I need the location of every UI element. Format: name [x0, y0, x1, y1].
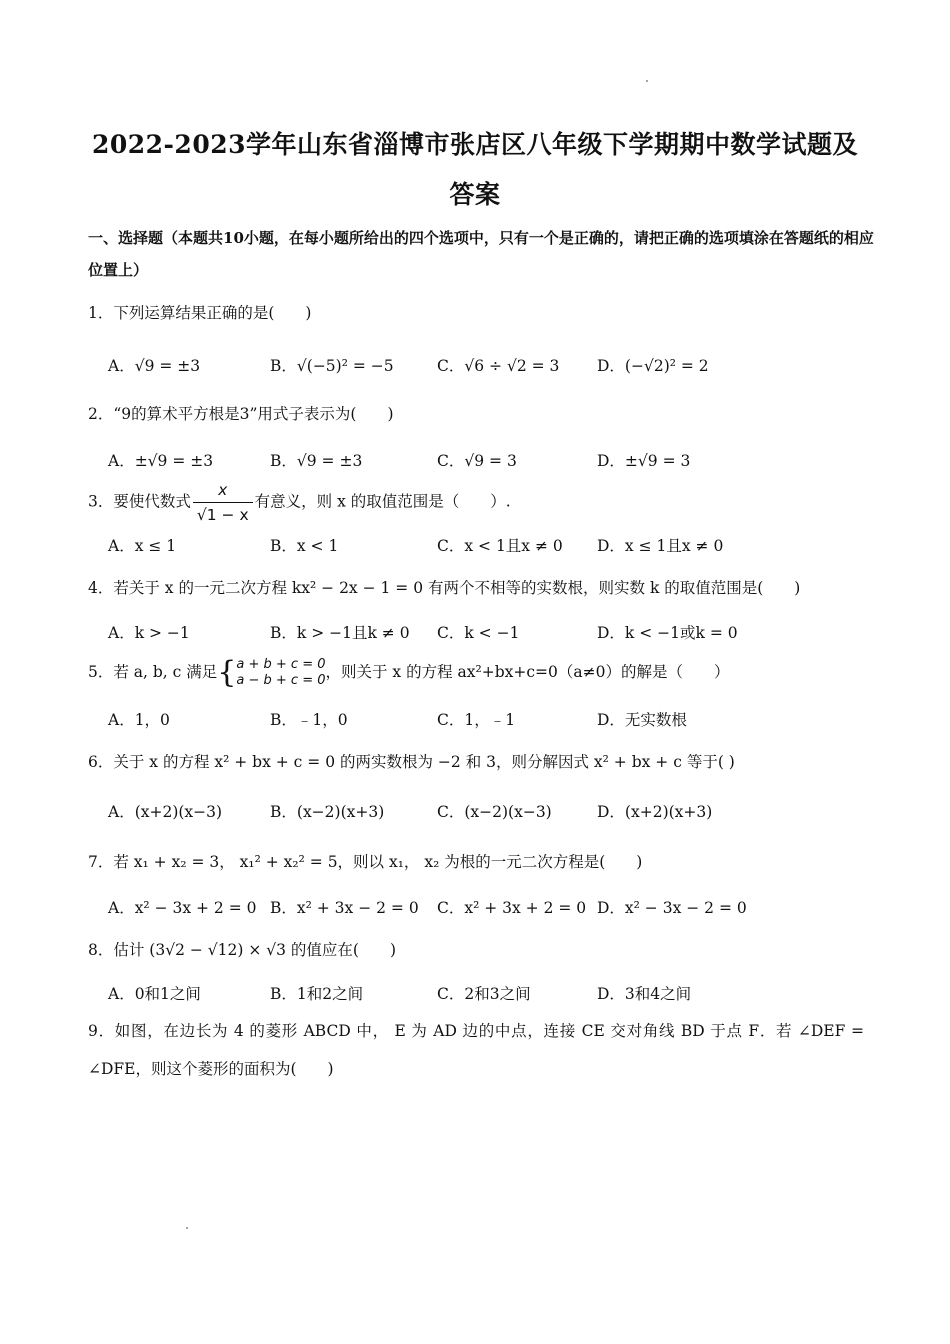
- option-c: C．2和3之间: [437, 985, 531, 1003]
- page-dot: [646, 80, 648, 82]
- option-d: D．k < −1或k = 0: [597, 624, 738, 642]
- question-5-post: ，则关于 x 的方程 ax²+bx+c=0（a≠0）的解是（ ）: [325, 663, 730, 681]
- option-b: B．k > −1且k ≠ 0: [270, 624, 410, 642]
- option-b: B．(x−2)(x+3): [270, 803, 385, 821]
- fraction: [193, 478, 253, 527]
- option-d: D．(−√2)² = 2: [597, 357, 709, 375]
- brace: {: [217, 655, 237, 690]
- option-d: D．3和4之间: [597, 985, 692, 1003]
- option-a: A．x ≤ 1: [108, 537, 177, 555]
- question-8-options: [108, 982, 868, 1006]
- question-5-options: [108, 708, 868, 732]
- question-3-options: [108, 534, 868, 558]
- question-2: 2．“9的算术平方根是3”用式子表示为( ): [88, 405, 394, 423]
- question-6: 6．关于 x 的方程 x² + bx + c = 0 的两实数根为 −2 和 3，则分解因式 x² + bx + c 等于( ): [88, 753, 735, 771]
- option-c: C．(x−2)(x−3): [437, 803, 552, 821]
- option-a: A．x² − 3x + 2 = 0: [108, 899, 257, 917]
- option-d: D．x ≤ 1且x ≠ 0: [597, 537, 724, 555]
- option-a: A．√9 = ±3: [108, 357, 201, 375]
- option-b: B．1和2之间: [270, 985, 364, 1003]
- equation-1: a + b + c = 0: [236, 657, 326, 672]
- question-6-options: [108, 800, 868, 824]
- fraction-denominator: √1 − x: [196, 506, 249, 524]
- option-b: B．√9 = ±3: [270, 452, 363, 470]
- option-b: B．x² + 3x − 2 = 0: [270, 899, 419, 917]
- question-5-pre: 5．若 a, b, c 满足: [88, 663, 218, 681]
- question-7: 7．若 x₁ + x₂ = 3， x₁² + x₂² = 5，则以 x₁， x₂ 为根的一元二次方程是( ): [88, 853, 643, 871]
- question-3-pre: 3．要使代数式: [88, 492, 191, 511]
- option-b: B．﹣1，0: [270, 711, 348, 729]
- question-9: 9．如图，在边长为 4 的菱形 ABCD 中， E 为 AD 边的中点，连接 CE 交对角线 BD 于点 F．若 ∠DEF = ∠DFE，则这个菱形的面积为( ): [88, 1022, 864, 1078]
- option-d: D．(x+2)(x+3): [597, 803, 713, 821]
- option-c: C．√6 ÷ √2 = 3: [437, 357, 560, 375]
- question-7-options: [108, 896, 868, 920]
- question-1: 1．下列运算结果正确的是( ): [88, 304, 312, 322]
- document-title: 2022-2023学年山东省淄博市张店区八年级下学期期中数学试题及答案: [91, 130, 859, 209]
- option-b: B．x < 1: [270, 537, 339, 555]
- question-3-post: 有意义，则 x 的取值范围是（ ）.: [254, 492, 511, 511]
- option-c: C．√9 = 3: [437, 452, 517, 470]
- equation-system: [236, 657, 325, 689]
- question-1-options: [108, 354, 868, 378]
- question-2-options: [108, 449, 868, 473]
- option-c: C．x² + 3x + 2 = 0: [437, 899, 587, 917]
- equation-2: a − b + c = 0: [236, 673, 326, 688]
- section-heading: 一、选择题（本题共10小题，在每小题所给出的四个选项中，只有一个是正确的，请把正确的选项填涂在答题纸的相应位置上）: [88, 229, 874, 279]
- option-a: A．0和1之间: [108, 985, 201, 1003]
- question-8: 8．估计 (3√2 − √12) × √3 的值应在( ): [88, 941, 397, 959]
- option-a: A．1，0: [108, 711, 170, 729]
- option-c: C．1，﹣1: [437, 711, 516, 729]
- option-c: C．k < −1: [437, 624, 520, 642]
- option-a: A．(x+2)(x−3): [108, 803, 223, 821]
- option-b: B．√(−5)² = −5: [270, 357, 394, 375]
- question-4-options: [108, 621, 868, 645]
- fraction-numerator: x: [193, 478, 253, 503]
- option-a: A．k > −1: [108, 624, 190, 642]
- option-d: D．x² − 3x − 2 = 0: [597, 899, 747, 917]
- option-d: D．无实数根: [597, 711, 687, 729]
- page-dot: [186, 1227, 188, 1229]
- question-4: 4．若关于 x 的一元二次方程 kx² − 2x − 1 = 0 有两个不相等的实数根，则实数 k 的取值范围是( ): [88, 579, 801, 597]
- question-3: [88, 478, 888, 527]
- option-d: D．±√9 = 3: [597, 452, 691, 470]
- option-a: A．±√9 = ±3: [108, 452, 214, 470]
- option-c: C．x < 1且x ≠ 0: [437, 537, 563, 555]
- question-5: [88, 652, 888, 692]
